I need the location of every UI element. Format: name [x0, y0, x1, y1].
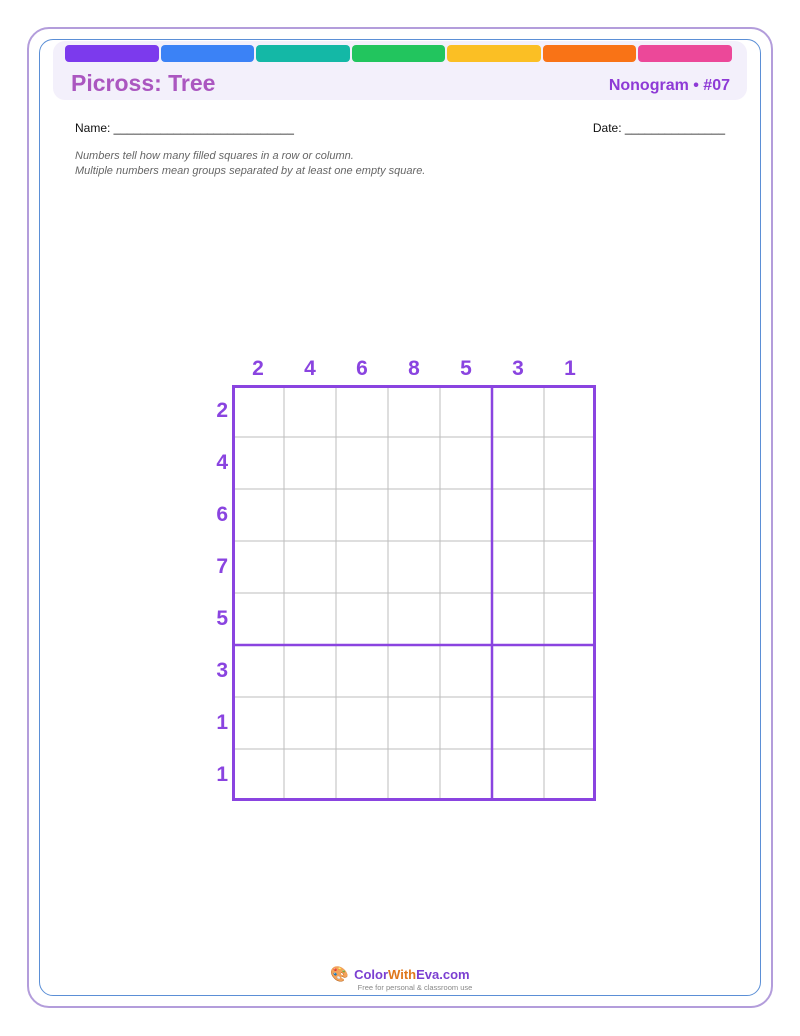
grid-cell[interactable]: [492, 541, 544, 593]
color-stripe-segment: [161, 45, 255, 62]
grid-cell[interactable]: [284, 437, 336, 489]
grid-cell[interactable]: [232, 697, 284, 749]
row-clue: 4: [216, 451, 228, 474]
grid-cell[interactable]: [544, 593, 596, 645]
grid-cell[interactable]: [492, 489, 544, 541]
grid-cell[interactable]: [284, 749, 336, 801]
grid-cell[interactable]: [440, 385, 492, 437]
row-clue: 3: [216, 659, 228, 682]
grid-cell[interactable]: [544, 437, 596, 489]
grid-cell[interactable]: [492, 385, 544, 437]
grid-cell[interactable]: [544, 645, 596, 697]
grid-cell[interactable]: [284, 385, 336, 437]
instruction-line-1: Numbers tell how many filled squares in a row or column.: [75, 150, 354, 162]
grid-cell[interactable]: [232, 749, 284, 801]
instruction-line-2: Multiple numbers mean groups separated by at least one empty square.: [75, 165, 426, 177]
brand-part-2: With: [388, 967, 417, 982]
instructions: [75, 149, 425, 179]
grid-cell[interactable]: [544, 697, 596, 749]
column-clue: 8: [408, 357, 420, 380]
grid-cell[interactable]: [544, 385, 596, 437]
grid-cell[interactable]: [284, 593, 336, 645]
grid-cell[interactable]: [232, 593, 284, 645]
grid-cell[interactable]: [388, 385, 440, 437]
grid-cell[interactable]: [232, 645, 284, 697]
grid-cell[interactable]: [440, 489, 492, 541]
grid-cell[interactable]: [284, 541, 336, 593]
grid-cell[interactable]: [492, 645, 544, 697]
grid-cell[interactable]: [336, 437, 388, 489]
nonogram-grid[interactable]: [232, 385, 596, 801]
color-stripe-segment: [543, 45, 637, 62]
grid-cell[interactable]: [232, 541, 284, 593]
row-clue: 1: [216, 763, 228, 786]
puzzle-number: Nonogram • #07: [608, 77, 730, 94]
row-clue: 6: [216, 503, 228, 526]
grid-cell[interactable]: [336, 489, 388, 541]
grid-cell[interactable]: [284, 645, 336, 697]
column-clue: 6: [356, 357, 368, 380]
grid-cell[interactable]: [388, 749, 440, 801]
palette-icon: 🎨: [330, 966, 350, 983]
grid-cell[interactable]: [440, 437, 492, 489]
grid-cell[interactable]: [440, 541, 492, 593]
grid-cell[interactable]: [232, 489, 284, 541]
grid-cell[interactable]: [336, 593, 388, 645]
column-clue: 2: [252, 357, 264, 380]
row-clue: 7: [216, 555, 228, 578]
grid-cell[interactable]: [544, 489, 596, 541]
grid-cell[interactable]: [232, 437, 284, 489]
grid-cell[interactable]: [388, 437, 440, 489]
grid-cell[interactable]: [440, 749, 492, 801]
date-field[interactable]: Date: _______________: [592, 121, 725, 135]
brand-part-3: Eva.com: [416, 967, 470, 982]
grid-cell[interactable]: [544, 541, 596, 593]
color-stripe-segment: [447, 45, 541, 62]
grid-cell[interactable]: [232, 385, 284, 437]
color-stripe-segment: [65, 45, 159, 62]
grid-cell[interactable]: [492, 593, 544, 645]
color-stripe-bar: [65, 45, 732, 62]
grid-cell[interactable]: [492, 749, 544, 801]
grid-cell[interactable]: [336, 697, 388, 749]
column-clue: 1: [564, 357, 576, 380]
grid-cell[interactable]: [336, 645, 388, 697]
column-clue: 4: [304, 357, 316, 380]
grid-cell[interactable]: [440, 593, 492, 645]
grid-cell[interactable]: [336, 749, 388, 801]
grid-cell[interactable]: [388, 541, 440, 593]
column-clue: 3: [512, 357, 524, 380]
footer-brand[interactable]: [330, 967, 469, 982]
grid-cell[interactable]: [388, 645, 440, 697]
grid-cell[interactable]: [336, 385, 388, 437]
grid-cell[interactable]: [440, 697, 492, 749]
color-stripe-segment: [638, 45, 732, 62]
grid-cell[interactable]: [544, 749, 596, 801]
grid-cell[interactable]: [492, 697, 544, 749]
footer-tagline: Free for personal & classroom use: [357, 983, 473, 992]
footer: [0, 966, 800, 992]
grid-cell[interactable]: [440, 645, 492, 697]
color-stripe-segment: [352, 45, 446, 62]
worksheet-title: Picross: Tree: [71, 70, 216, 96]
grid-cell[interactable]: [284, 697, 336, 749]
row-clue: 5: [216, 607, 228, 630]
grid-cell[interactable]: [388, 593, 440, 645]
grid-cell[interactable]: [388, 697, 440, 749]
grid-cell[interactable]: [336, 541, 388, 593]
name-field[interactable]: Name: ___________________________: [75, 121, 294, 135]
row-clue: 2: [216, 399, 228, 422]
row-clue: 1: [216, 711, 228, 734]
color-stripe-segment: [256, 45, 350, 62]
grid-cell[interactable]: [492, 437, 544, 489]
column-clue: 5: [460, 357, 472, 380]
brand-part-1: Color: [354, 967, 389, 982]
grid-cell[interactable]: [284, 489, 336, 541]
grid-cell[interactable]: [388, 489, 440, 541]
